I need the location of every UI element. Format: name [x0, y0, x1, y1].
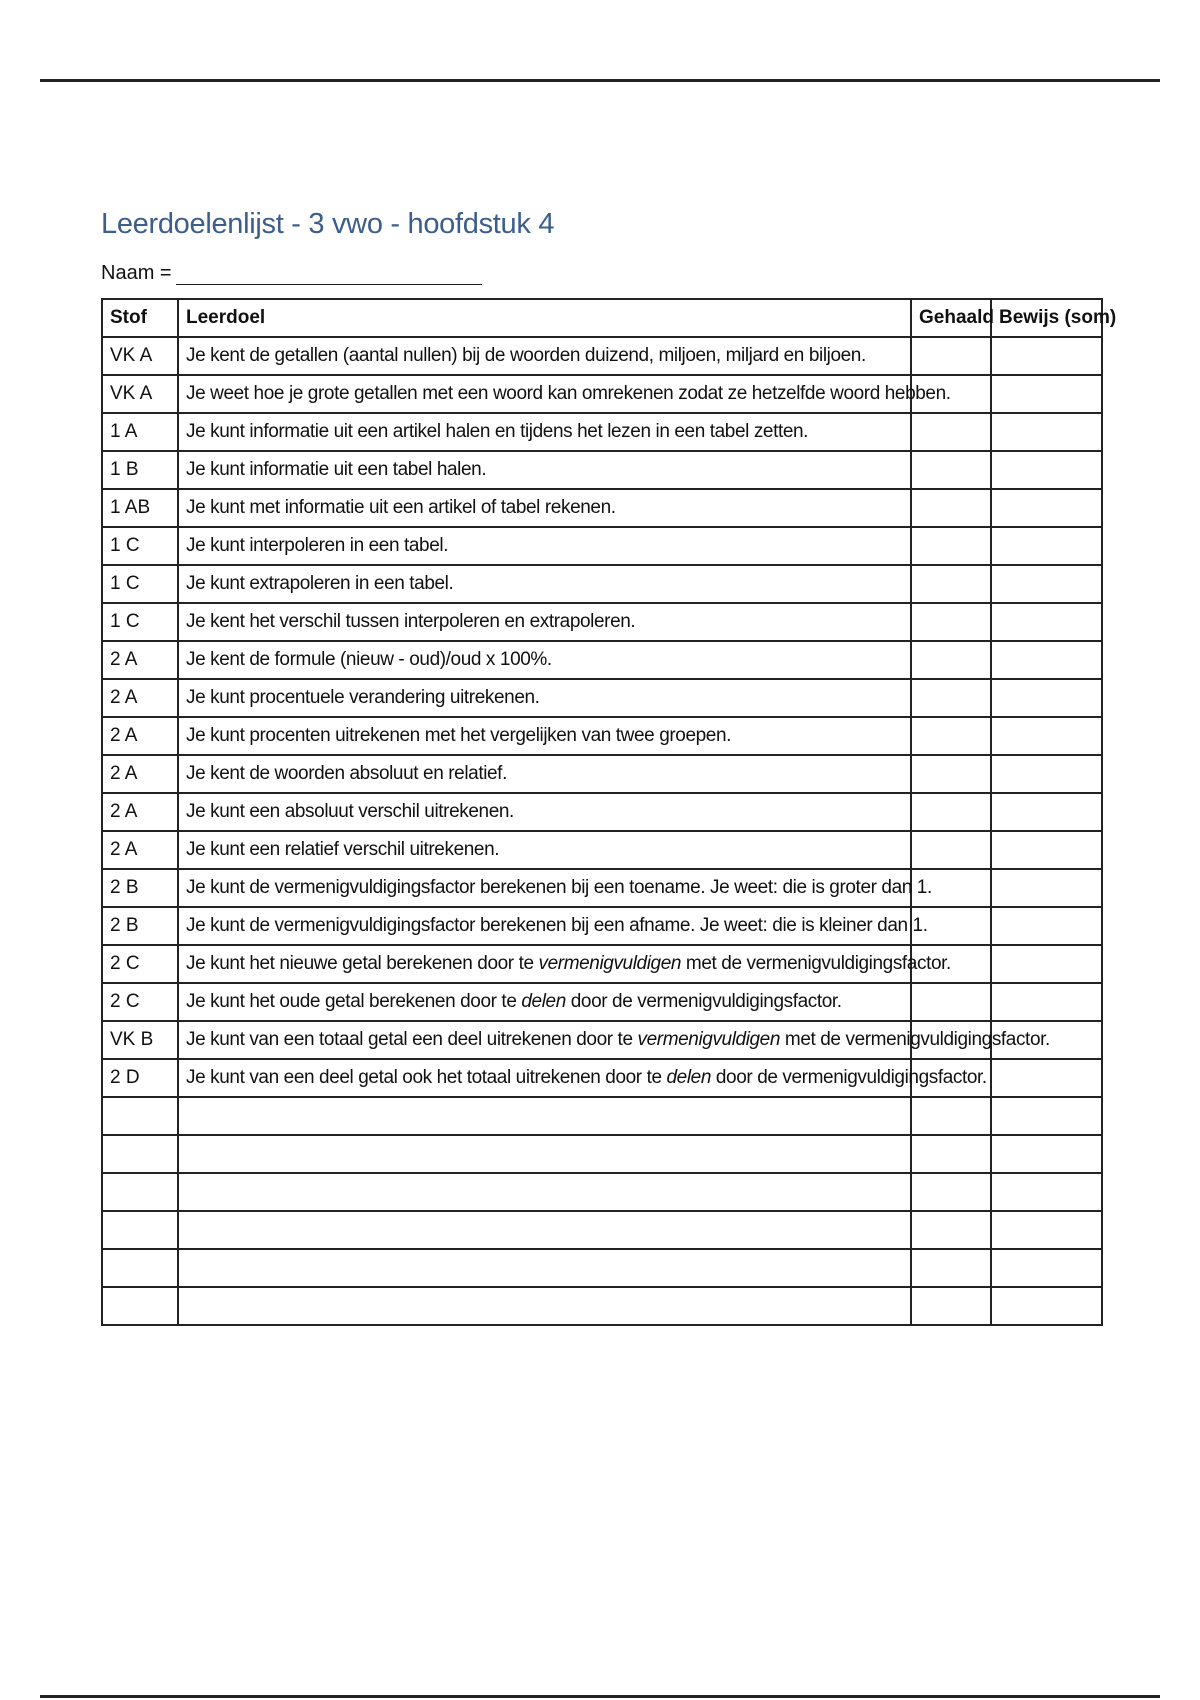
leerdoel-text: Je kent de getallen (aantal nullen) bij de woorden duizend, miljoen, miljard en biljoen. — [186, 344, 866, 366]
cell-stof — [102, 1287, 178, 1325]
leerdoel-text: Je kent het verschil tussen interpoleren en extrapoleren. — [186, 610, 636, 632]
leerdoel-text: Je kunt de vermenigvuldigingsfactor berekenen bij een afname. Je weet: die is kleiner dan 1. — [186, 914, 928, 936]
cell-bewijs[interactable] — [991, 1211, 1102, 1249]
cell-gehaald[interactable] — [911, 831, 991, 869]
leerdoel-text: Je kunt van een totaal getal een deel uitrekenen door te — [186, 1028, 638, 1050]
cell-bewijs[interactable] — [991, 641, 1102, 679]
cell-bewijs[interactable] — [991, 907, 1102, 945]
leerdoel-text: Je kent de formule (nieuw - oud)/oud x 100%. — [186, 648, 552, 670]
leerdoel-emphasis: vermenigvuldigen — [538, 952, 682, 974]
cell-leerdoel — [178, 451, 911, 489]
cell-stof: 2 B — [102, 869, 178, 907]
table-row — [102, 831, 1102, 869]
leerdoel-text: met de vermenigvuldigingsfactor. — [780, 1028, 1050, 1050]
leerdoel-text: met de vermenigvuldigingsfactor. — [681, 952, 951, 974]
cell-gehaald[interactable] — [911, 527, 991, 565]
leerdoel-text: Je kunt een relatief verschil uitrekenen. — [186, 838, 500, 860]
leerdoel-emphasis: delen — [666, 1066, 712, 1088]
cell-bewijs[interactable] — [991, 945, 1102, 983]
cell-stof: 1 A — [102, 413, 178, 451]
cell-bewijs[interactable] — [991, 679, 1102, 717]
cell-stof: VK B — [102, 1021, 178, 1059]
cell-bewijs[interactable] — [991, 413, 1102, 451]
leerdoel-emphasis: vermenigvuldigen — [637, 1028, 781, 1050]
cell-stof: 2 A — [102, 793, 178, 831]
cell-leerdoel — [178, 1287, 911, 1325]
cell-gehaald[interactable] — [911, 451, 991, 489]
cell-gehaald[interactable] — [911, 413, 991, 451]
table-row — [102, 1249, 1102, 1287]
table-row — [102, 527, 1102, 565]
table-row — [102, 641, 1102, 679]
cell-bewijs[interactable] — [991, 375, 1102, 413]
cell-bewijs[interactable] — [991, 1059, 1102, 1097]
leerdoel-text: Je kunt het nieuwe getal berekenen door te — [186, 952, 539, 974]
cell-gehaald[interactable] — [911, 1287, 991, 1325]
table-row — [102, 413, 1102, 451]
cell-leerdoel — [178, 565, 911, 603]
cell-gehaald[interactable] — [911, 489, 991, 527]
leerdoel-text: Je kunt een absoluut verschil uitrekenen. — [186, 800, 514, 822]
cell-stof — [102, 1249, 178, 1287]
cell-leerdoel — [178, 337, 911, 375]
table-header-row — [102, 299, 1102, 337]
cell-stof: 2 C — [102, 945, 178, 983]
cell-bewijs[interactable] — [991, 451, 1102, 489]
table-row — [102, 983, 1102, 1021]
cell-gehaald[interactable] — [911, 603, 991, 641]
leerdoel-text: Je kunt informatie uit een artikel halen en tijdens het lezen in een tabel zetten. — [186, 420, 809, 442]
name-field — [101, 262, 482, 285]
cell-gehaald[interactable] — [911, 641, 991, 679]
table-row — [102, 907, 1102, 945]
cell-gehaald[interactable] — [911, 755, 991, 793]
leerdoel-text: Je kunt procentuele verandering uitrekenen. — [186, 686, 540, 708]
cell-stof — [102, 1173, 178, 1211]
table-row — [102, 1059, 1102, 1097]
cell-bewijs[interactable] — [991, 755, 1102, 793]
cell-bewijs[interactable] — [991, 983, 1102, 1021]
bottom-rule — [40, 1695, 1160, 1698]
cell-gehaald[interactable] — [911, 565, 991, 603]
table-row — [102, 755, 1102, 793]
cell-stof — [102, 1135, 178, 1173]
document-title: Leerdoelenlijst - 3 vwo - hoofdstuk 4 — [101, 208, 555, 240]
cell-leerdoel — [178, 1097, 911, 1135]
table-row — [102, 451, 1102, 489]
cell-leerdoel — [178, 755, 911, 793]
cell-stof: VK A — [102, 337, 178, 375]
table-body — [102, 337, 1102, 1325]
leerdoel-emphasis: delen — [521, 990, 566, 1012]
cell-leerdoel — [178, 1059, 987, 1097]
cell-bewijs[interactable] — [991, 1249, 1102, 1287]
leerdoel-text: Je kunt de vermenigvuldigingsfactor berekenen bij een toename. Je weet: die is groter dan 1. — [186, 876, 932, 898]
leerdoel-text: Je kunt informatie uit een tabel halen. — [186, 458, 487, 480]
cell-bewijs[interactable] — [991, 565, 1102, 603]
table-row — [102, 717, 1102, 755]
learning-goals-table — [101, 298, 1117, 1326]
leerdoel-text: door de vermenigvuldigingsfactor. — [711, 1066, 987, 1088]
leerdoel-text: Je weet hoe je grote getallen met een woord kan omrekenen zodat ze hetzelfde woord hebben. — [186, 382, 951, 404]
cell-stof — [102, 1097, 178, 1135]
cell-stof: 2 A — [102, 641, 178, 679]
cell-stof — [102, 1211, 178, 1249]
cell-gehaald[interactable] — [911, 1135, 991, 1173]
cell-leerdoel — [178, 603, 911, 641]
table-row — [102, 375, 1102, 413]
cell-stof: 1 AB — [102, 489, 178, 527]
leerdoel-text: Je kunt interpoleren in een tabel. — [186, 534, 449, 556]
table-row — [102, 489, 1102, 527]
cell-leerdoel — [178, 717, 911, 755]
table-row — [102, 1173, 1102, 1211]
cell-leerdoel — [178, 1211, 911, 1249]
leerdoel-text: Je kent de woorden absoluut en relatief. — [186, 762, 507, 784]
cell-stof: 1 C — [102, 527, 178, 565]
cell-bewijs[interactable] — [991, 489, 1102, 527]
table-row — [102, 337, 1102, 375]
name-blank-line[interactable] — [176, 262, 482, 285]
header-bewijs: Bewijs (som) — [991, 299, 1102, 337]
cell-stof: VK A — [102, 375, 178, 413]
name-label: Naam = — [101, 262, 172, 284]
table-row — [102, 793, 1102, 831]
cell-bewijs[interactable] — [991, 1097, 1102, 1135]
cell-stof: 2 D — [102, 1059, 178, 1097]
cell-leerdoel — [178, 1173, 911, 1211]
table-row — [102, 1097, 1102, 1135]
top-rule — [40, 79, 1160, 82]
cell-gehaald[interactable] — [911, 1249, 991, 1287]
cell-stof: 2 A — [102, 755, 178, 793]
cell-leerdoel — [178, 945, 951, 983]
cell-leerdoel — [178, 793, 911, 831]
table-row — [102, 1287, 1102, 1325]
cell-gehaald[interactable] — [911, 337, 991, 375]
cell-bewijs[interactable] — [991, 869, 1102, 907]
cell-bewijs[interactable] — [991, 1173, 1102, 1211]
table-row — [102, 945, 1102, 983]
leerdoel-text: Je kunt met informatie uit een artikel of tabel rekenen. — [186, 496, 616, 518]
cell-leerdoel — [178, 679, 911, 717]
leerdoel-text: Je kunt extrapoleren in een tabel. — [186, 572, 454, 594]
cell-gehaald[interactable] — [911, 1097, 991, 1135]
table-row — [102, 1211, 1102, 1249]
leerdoel-text: Je kunt procenten uitrekenen met het vergelijken van twee groepen. — [186, 724, 732, 746]
cell-leerdoel — [178, 489, 911, 527]
cell-leerdoel — [178, 1135, 911, 1173]
cell-bewijs[interactable] — [991, 603, 1102, 641]
header-leerdoel: Leerdoel — [178, 299, 911, 337]
cell-leerdoel — [178, 375, 951, 413]
leerdoel-text: door de vermenigvuldigingsfactor. — [565, 990, 842, 1012]
cell-stof: 1 B — [102, 451, 178, 489]
table-row — [102, 1021, 1102, 1059]
cell-stof: 2 A — [102, 831, 178, 869]
cell-leerdoel — [178, 1021, 1050, 1059]
cell-leerdoel — [178, 983, 911, 1021]
cell-leerdoel — [178, 831, 911, 869]
cell-stof: 2 C — [102, 983, 178, 1021]
table-row — [102, 565, 1102, 603]
cell-bewijs[interactable] — [991, 527, 1102, 565]
cell-leerdoel — [178, 413, 911, 451]
header-gehaald: Gehaald — [911, 299, 991, 337]
cell-gehaald[interactable] — [911, 679, 991, 717]
cell-stof: 2 A — [102, 679, 178, 717]
cell-bewijs[interactable] — [991, 1287, 1102, 1325]
cell-bewijs[interactable] — [991, 793, 1102, 831]
cell-bewijs[interactable] — [991, 831, 1102, 869]
cell-stof: 2 A — [102, 717, 178, 755]
cell-bewijs[interactable] — [991, 717, 1102, 755]
table-row — [102, 1135, 1102, 1173]
table-row — [102, 869, 1102, 907]
cell-gehaald[interactable] — [911, 793, 991, 831]
cell-leerdoel — [178, 1249, 911, 1287]
cell-stof: 2 B — [102, 907, 178, 945]
cell-leerdoel — [178, 869, 932, 907]
cell-gehaald[interactable] — [911, 1173, 991, 1211]
cell-leerdoel — [178, 527, 911, 565]
cell-bewijs[interactable] — [991, 1135, 1102, 1173]
table-row — [102, 603, 1102, 641]
cell-leerdoel — [178, 907, 928, 945]
header-stof: Stof — [102, 299, 178, 337]
table-row — [102, 679, 1102, 717]
cell-leerdoel — [178, 641, 911, 679]
cell-stof: 1 C — [102, 603, 178, 641]
cell-stof: 1 C — [102, 565, 178, 603]
leerdoel-text: Je kunt het oude getal berekenen door te — [186, 990, 522, 1012]
cell-gehaald[interactable] — [911, 983, 991, 1021]
leerdoel-text: Je kunt van een deel getal ook het totaal uitrekenen door te — [186, 1066, 667, 1088]
cell-gehaald[interactable] — [911, 717, 991, 755]
cell-bewijs[interactable] — [991, 337, 1102, 375]
cell-gehaald[interactable] — [911, 1211, 991, 1249]
